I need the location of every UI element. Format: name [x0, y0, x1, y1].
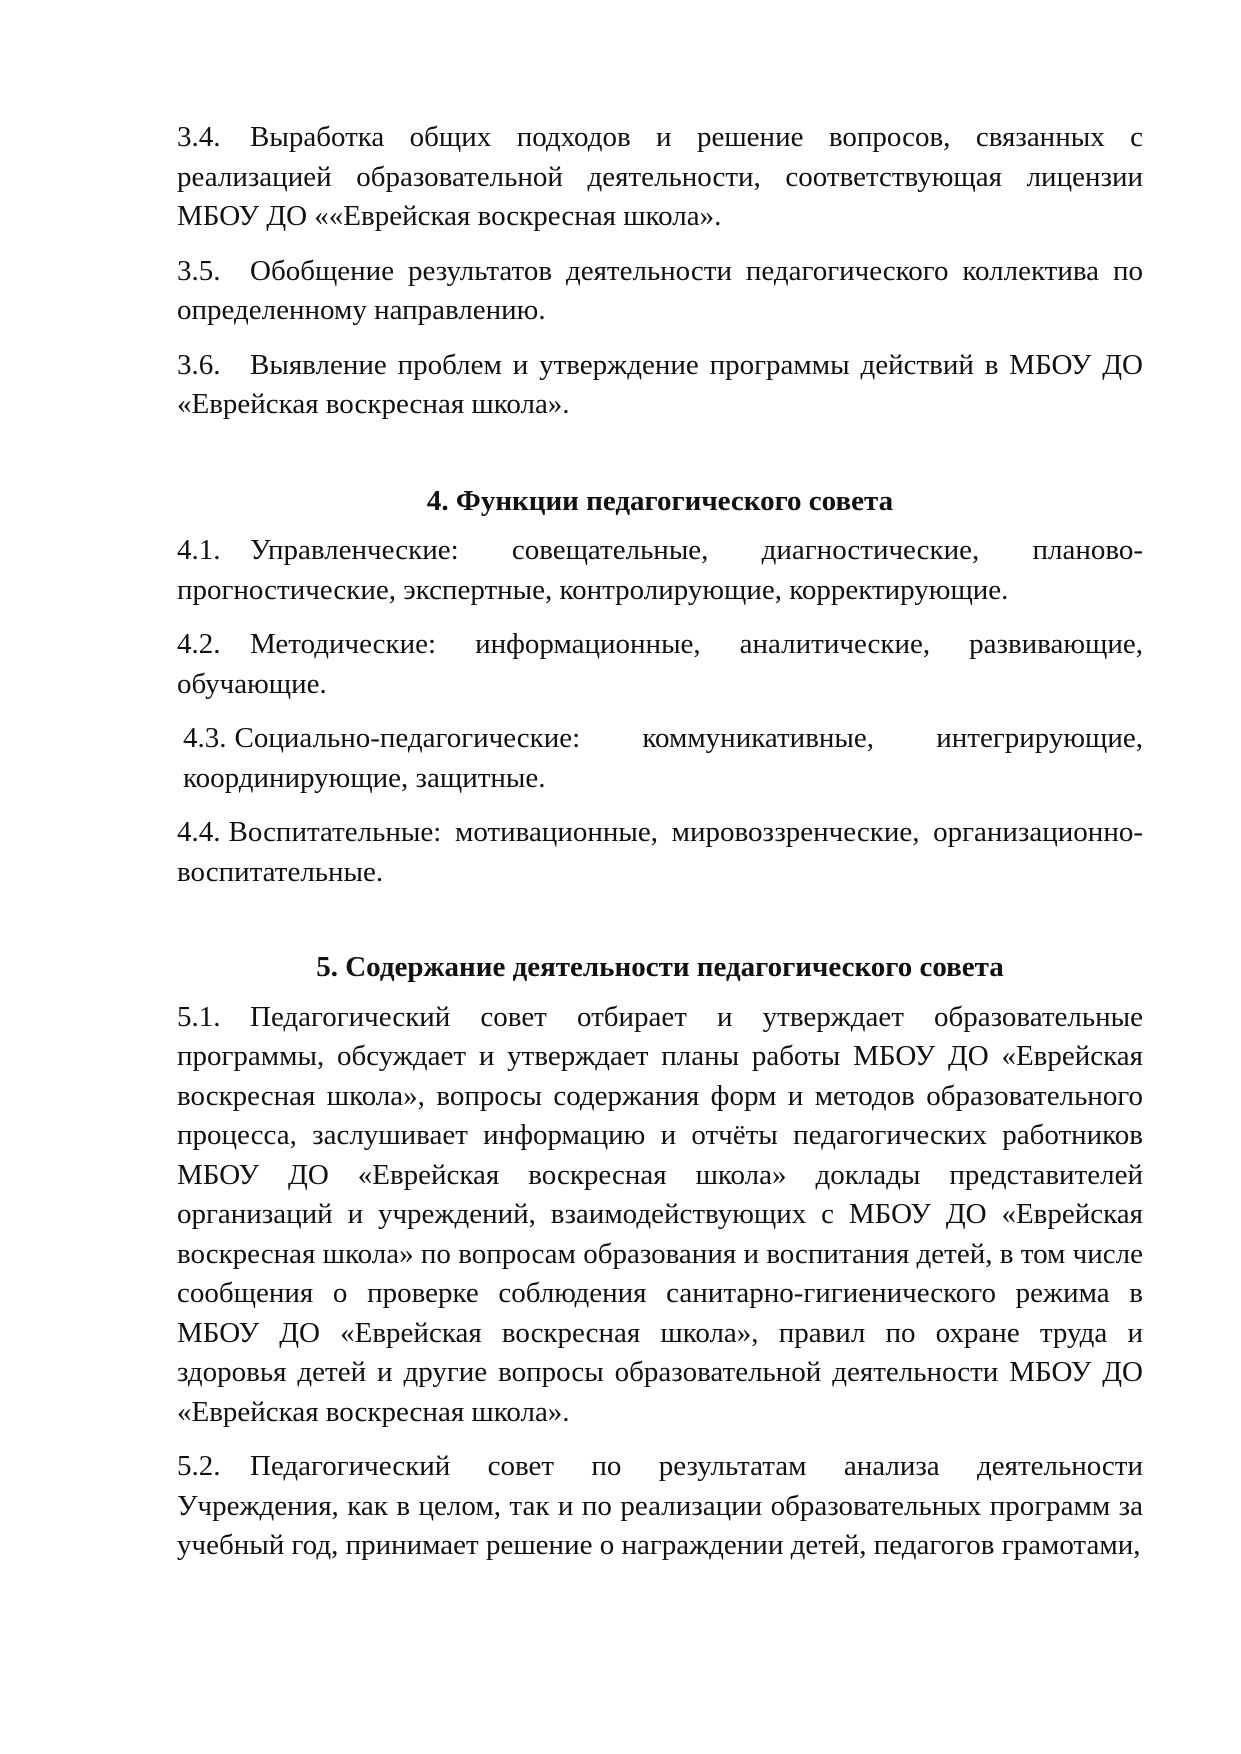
item-number: 3.5. — [177, 254, 221, 287]
item-number: 5.1. — [177, 1000, 221, 1033]
item-text: Социально-педагогические: коммуникативные, интегрирующие, координирующие, защитные. — [183, 722, 1143, 794]
paragraph-5-2 — [177, 1447, 1143, 1566]
item-number: 4.4. — [177, 816, 221, 848]
item-text: Обобщение результатов деятельности педагогического коллектива по определенному направлению. — [177, 254, 1143, 326]
item-text: Педагогический совет по результатам анализа деятельности Учреждения, как в целом, так и по реализации образовательных программ за учебный год, принимает решение о награждении детей, педагогов грамотами, — [177, 1450, 1143, 1561]
item-text: Выявление проблем и утверждение программы действий в МБОУ ДО «Еврейская воскресная школа». — [177, 348, 1143, 420]
item-number: 4.3. — [183, 722, 227, 754]
item-text: Педагогический совет отбирает и утверждает образовательные программы, обсуждает и утверждает планы работы МБОУ ДО «Еврейская воскресная школа», вопросы содержания форм и методов образовательного процесса, заслушивает информацию и отчёты педагогических работников МБОУ ДО «Еврейская воскресная школа» доклады представителей организаций и учреждений, взаимодействующих с МБОУ ДО «Еврейская воскресная школа» по вопросам образования и воспитания детей, в том числе сообщения о проверке соблюдения санитарно-гигиенического режима в МБОУ ДО «Еврейская воскресная школа», правил по охране труда и здоровья детей и другие вопросы образовательной деятельности МБОУ ДО «Еврейская воскресная школа». — [177, 1000, 1143, 1428]
item-number: 5.2. — [177, 1450, 221, 1482]
section-4-heading: 4. Функции педагогического совета — [426, 484, 894, 517]
paragraph-3-5 — [177, 252, 1143, 331]
paragraph-4-1 — [177, 531, 1143, 610]
paragraph-3-4 — [177, 118, 1143, 237]
paragraph-4-4 — [177, 813, 1143, 892]
item-text: Выработка общих подходов и решение вопросов, связанных с реализацией образовательной деятельности, соответствующая лицензии МБОУ ДО ««Еврейская воскресная школа». — [177, 121, 1143, 232]
item-number: 3.4. — [177, 121, 221, 153]
item-text: Методические: информационные, аналитические, развивающие, обучающие. — [177, 628, 1143, 700]
paragraph-3-6 — [177, 346, 1143, 425]
item-number: 4.1. — [177, 534, 221, 566]
paragraph-4-3 — [177, 719, 1143, 798]
paragraph-4-2 — [177, 625, 1143, 704]
paragraph-5-1 — [177, 998, 1143, 1433]
item-number: 4.2. — [177, 628, 221, 660]
item-text: Управленческие: совещательные, диагностические, планово-прогностические, экспертные, контролирующие, корректирующие. — [177, 534, 1143, 606]
section-5-heading: 5. Содержание деятельности педагогического совета — [316, 951, 1004, 983]
document-page — [177, 118, 1143, 1581]
item-text: Воспитательные: мотивационные, мировоззренческие, организационно-воспитательные. — [177, 816, 1143, 888]
item-number: 3.6. — [177, 348, 221, 381]
